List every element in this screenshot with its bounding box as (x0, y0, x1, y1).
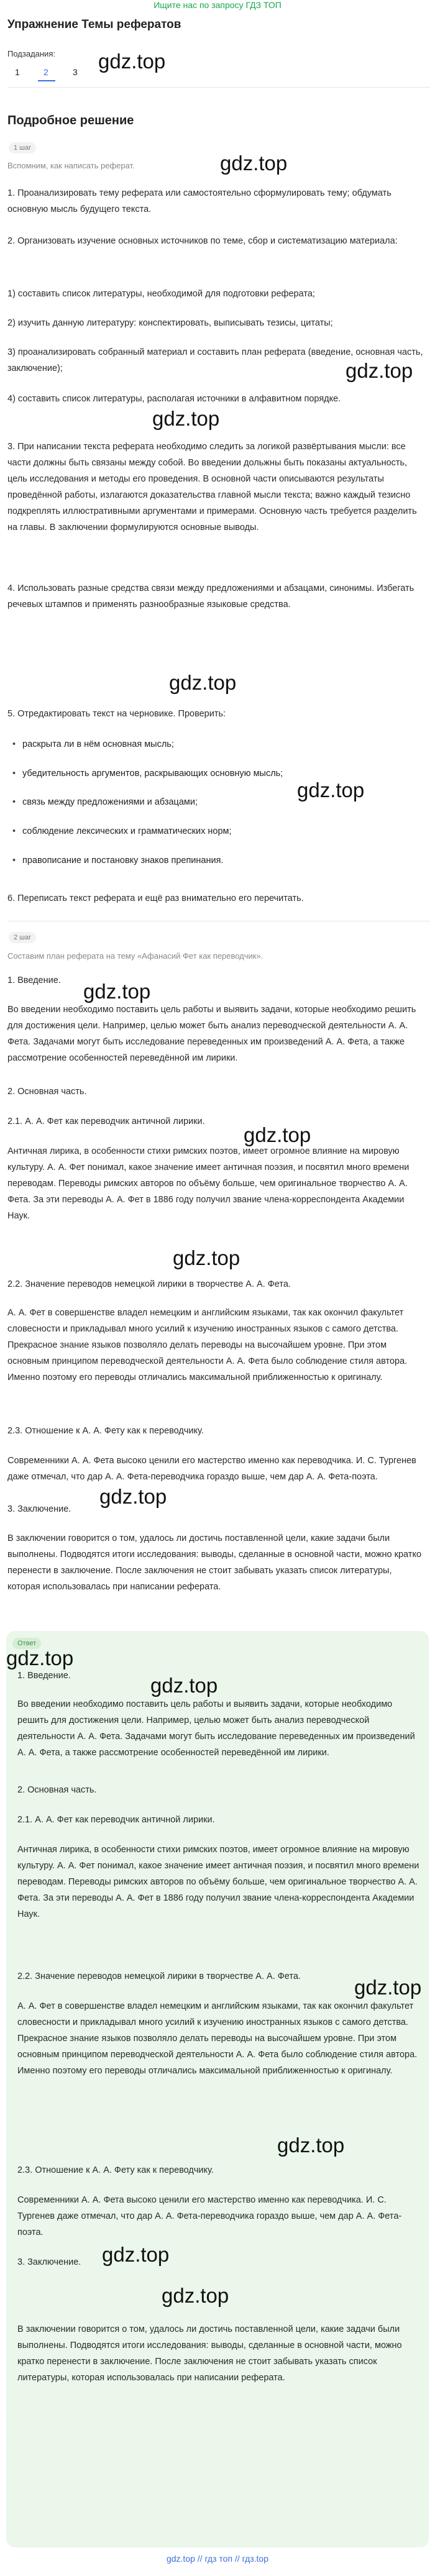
step-1-p4: 4. Использовать разные средства связи между предложениями и абзацами, синонимы. Избегать речевых штампов и применять разнообразные языковые средства. (7, 583, 414, 610)
answer-s1p: Во введении необходимо поставить цель работы и выявить задачи, которые необходимо решить для достижения цели. Например, целью может быть анализ переводческой деятельности А. А. Фета. Задачами могут быть исследование переведенных им произведений А. А. Фета, а также рассмотрение особенностей переведённой им лирики. (17, 1699, 415, 1758)
step-2-intro: Составим план реферата на тему «Афанасий Фет как переводчик». (7, 951, 263, 961)
step-2-s21p: Античная лирика, в особенности стихи римских поэтов, имеет огромное влияние на мировую культуру. А. А. Фет понимал, какое значение имеет античная поэзия, и посвятил много времени переводам. Переводы римских авторов по объёму больше, чем оригинальное творчество А. А. Фета. За эти переводы А. А. Фет в 1886 году получил звание члена-корреспондента Академии Наук. (7, 1146, 410, 1221)
watermark: gdz.top (297, 779, 365, 802)
step-2-s22p: А. А. Фет в совершенстве владел немецким и английским языками, так как окончил факультет словесности и прикладывал много усилий к изучению иностранных языков с самого детства. Прекрасное знание языков позволяло делать переводы на высочайшем уровне. При этом основным принципом переводческой деятельности А. А. Фета было соблюдение стиля автора. Именно поэтому его переводы отличались максимальной приближенностью к оригиналу. (7, 1308, 408, 1382)
step-1-p3: 3. При написании текста реферата необходимо следить за логикой развёртывания мысли: все части должны быть связаны между собой. Во введении дольжны быть показаны актуальность, цель исследования и методы его проведения. В основной части описываются результаты проведённой работы, излагаются доказательства главной мысли текста; важно каждый тезисно подкреплять иллюстративными аргументами и примерами. Основную часть требуется разделить на главы. В заключении формулируются основные выводы. (7, 442, 417, 532)
answer-s3p: В заключении говорится о том, удалось ли достичь поставленной цели, какие задачи были выполнены. Подводятся итоги исследования: выводы, сделанные в основной части, можно кратко перенести в заключение. После заключения не стоит забывать указать список литературы, которая использовалась при написании реферата. (17, 2324, 402, 2383)
check-item: • убедительность аргументов, раскрывающих основную мысль; (14, 765, 283, 782)
footer-links[interactable]: gdz.top // гдз топ // гдз.top (166, 2554, 269, 2564)
step-2-s3: 3. Заключение. (7, 1504, 71, 1514)
answer-s22: 2.2. Значение переводов немецкой лирики в творчестве А. А. Фета. (17, 1971, 301, 1981)
tab-3[interactable]: 3 (73, 67, 78, 77)
answer-s2: 2. Основная часть. (17, 1785, 97, 1795)
answer-s21p: Античная лирика, в особенности стихи римских поэтов, имеет огромное влияние на мировую культуру. А. А. Фет понимал, какое значение имеет античная поэзия, и посвятил много времени переводам. Переводы римских авторов по объёму больше, чем оригинальное творчество А. А. Фета. За эти переводы А. А. Фет в 1886 году получил звание члена-корреспондента Академии Наук. (17, 1845, 419, 1919)
step-1-p5: 5. Отредактировать текст на черновике. Проверить: (7, 709, 226, 719)
subtasks-label: Подзадания: (7, 49, 55, 58)
step-2-s1: 1. Введение. (7, 975, 61, 985)
top-search-link[interactable]: Ищите нас по запросу ГДЗ ТОП (153, 0, 282, 10)
watermark: gdz.top (152, 407, 220, 430)
check-item: • связь между предложениями и абзацами; (14, 794, 198, 810)
step-1-p2a: 1) составить список литературы, необходимой для подготовки реферата; (7, 289, 315, 299)
watermark: gdz.top (220, 152, 288, 175)
watermark: gdz.top (102, 2243, 170, 2266)
step-1-p2c: 3) проанализировать собранный материал и составить план реферата (введение, основная часть, заключение); (7, 347, 423, 373)
watermark: gdz.top (346, 359, 413, 382)
step-1-p2: 2. Организовать изучение основных источников по теме, сбор и систематизацию материала: (7, 236, 398, 246)
watermark: gdz.top (6, 1647, 74, 1669)
check-item: • правописание и постановку знаков препинания. (14, 852, 223, 869)
step-2-s23: 2.3. Отношение к А. А. Фету как к переводчику. (7, 1426, 204, 1436)
watermark: gdz.top (277, 2134, 345, 2157)
step-2-s23p: Современники А. А. Фета высоко ценили его мастерство именно как переводчика. И. С. Тургенев даже отмечал, что дар А. А. Фета-переводчика гораздо выше, чем дар А. А. Фета-поэта. (7, 1456, 416, 1482)
watermark: gdz.top (169, 671, 237, 694)
check-item: • соблюдение лексических и грамматических норм; (14, 823, 232, 839)
watermark: gdz.top (98, 50, 166, 73)
solution-title: Подробное решение (7, 114, 134, 127)
watermark: gdz.top (99, 1485, 167, 1508)
answer-s23: 2.3. Отношение к А. А. Фету как к переводчику. (17, 2165, 214, 2175)
watermark: gdz.top (244, 1123, 311, 1146)
step-1-p1: 1. Проанализировать тему реферата или самостоятельно сформулировать тему; обдумать основную мысль будущего текста. (7, 188, 392, 214)
answer-chip: Ответ (12, 1638, 41, 1649)
step-2-s3p: В заключении говорится о том, удалось ли достичь поставленной цели, какие задачи были выполнены. Подводятся итоги исследования: выводы, сделанные в основной части, можно кратко перенести в заключение. После заключения не стоит забывать указать список литературы, которая использовалась при написании реферата. (7, 1533, 422, 1592)
step-1-p6: 6. Переписать текст реферата и ещё раз внимательно его перечитать. (7, 893, 304, 903)
watermark: gdz.top (162, 2284, 229, 2307)
step-2-s1p: Во введении необходимо поставить цель работы и выявить задачи, которые необходимо решить для достижения цели. Например, целью может быть анализ переводческой деятельности А. А. Фета. Задачами могут быть исследование переведенных им произведений А. А. Фета, а также рассмотрение особенностей переведённой им лирики. (7, 1005, 416, 1063)
step-2-s21: 2.1. А. А. Фет как переводчик античной лирики. (7, 1117, 205, 1126)
watermark: gdz.top (83, 980, 151, 1003)
step-1-intro: Вспомним, как написать реферат. (7, 161, 135, 170)
step-2-chip: 2 шаг (9, 932, 36, 943)
step-2-s2: 2. Основная часть. (7, 1087, 87, 1097)
step-1-p2b: 2) изучить данную литературу: конспектировать, выписывать тезисы, цитаты; (7, 318, 333, 328)
page-title: Упражнение Темы рефератов (7, 18, 181, 31)
watermark: gdz.top (150, 1674, 218, 1697)
answer-panel (6, 1631, 429, 2547)
answer-s23p: Современники А. А. Фета высоко ценили его мастерство именно как переводчика. И. С. Тургенев даже отмечал, что дар А. А. Фета-переводчика гораздо выше, чем дар А. А. Фета-поэта. (17, 2195, 402, 2237)
watermark: gdz.top (173, 1246, 240, 1269)
check-item: • раскрыта ли в нём основная мысль; (14, 736, 174, 752)
answer-s21: 2.1. А. А. Фет как переводчик античной лирики. (17, 1815, 215, 1825)
step-2-s22: 2.2. Значение переводов немецкой лирики в творчестве А. А. Фета. (7, 1279, 291, 1289)
watermark: gdz.top (354, 1976, 422, 1999)
tab-1[interactable]: 1 (15, 67, 20, 77)
step-1-chip: 1 шаг (9, 142, 36, 153)
answer-s1: 1. Введение. (17, 1671, 71, 1681)
active-tab-indicator (38, 80, 55, 81)
answer-s3: 3. Заключение. (17, 2257, 81, 2267)
answer-s22p: А. А. Фет в совершенстве владел немецким и английским языками, так как окончил факультет словесности и прикладывал много усилий к изучению иностранных языков с самого детства. Прекрасное знание языков позволяло делать переводы на высочайшем уровне. При этом основным принципом переводческой деятельности А. А. Фета было соблюдение стиля автора. Именно поэтому его переводы отличались максимальной приближенностью к оригиналу. (17, 2001, 418, 2076)
step-1-p2d: 4) составить список литературы, располагая источники в алфавитном порядке. (7, 394, 341, 404)
divider (7, 87, 430, 88)
tab-2[interactable]: 2 (44, 67, 48, 77)
